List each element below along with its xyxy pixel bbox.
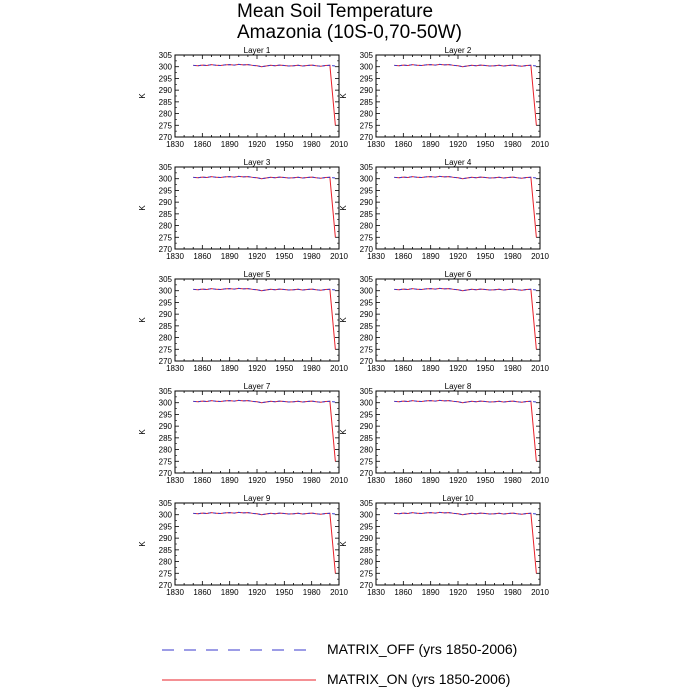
y-tick-label: 300 bbox=[359, 510, 373, 520]
y-tick-label: 285 bbox=[359, 97, 373, 107]
y-tick-label: 290 bbox=[158, 310, 172, 320]
x-tick-label: 2010 bbox=[531, 140, 549, 149]
y-tick-label: 270 bbox=[359, 357, 373, 366]
y-tick-label: 280 bbox=[359, 333, 373, 343]
series-matrix-off bbox=[193, 64, 335, 66]
x-tick-label: 1890 bbox=[220, 252, 239, 261]
panel-title: Layer 10 bbox=[442, 494, 474, 503]
x-tick-label: 1980 bbox=[302, 476, 321, 485]
y-axis-label: K bbox=[138, 93, 147, 99]
y-tick-label: 270 bbox=[359, 581, 373, 590]
x-tick-label: 1920 bbox=[248, 364, 266, 373]
x-tick-label: 1860 bbox=[394, 476, 413, 485]
x-tick-label: 1890 bbox=[421, 140, 440, 149]
x-tick-label: 1860 bbox=[193, 588, 212, 597]
panels bbox=[138, 46, 549, 597]
plot-frame bbox=[175, 55, 339, 137]
x-tick-label: 1980 bbox=[503, 476, 522, 485]
x-tick-label: 1980 bbox=[302, 252, 321, 261]
y-tick-label: 305 bbox=[359, 275, 373, 284]
y-tick-label: 290 bbox=[359, 198, 373, 208]
x-tick-label: 2010 bbox=[330, 588, 348, 597]
x-tick-label: 1980 bbox=[503, 252, 522, 261]
series-matrix-off bbox=[193, 176, 335, 178]
series-matrix-on bbox=[193, 288, 335, 349]
x-tick-label: 2010 bbox=[330, 476, 348, 485]
x-tick-label: 1920 bbox=[449, 140, 467, 149]
x-tick-label: 1830 bbox=[367, 252, 385, 261]
panel-layer-5 bbox=[138, 270, 348, 373]
y-tick-label: 270 bbox=[158, 357, 172, 366]
y-tick-label: 305 bbox=[359, 499, 373, 508]
y-tick-label: 280 bbox=[158, 445, 172, 455]
y-tick-label: 285 bbox=[158, 545, 172, 555]
x-tick-label: 1860 bbox=[193, 252, 212, 261]
series-matrix-on bbox=[394, 512, 536, 573]
panel-title: Layer 5 bbox=[243, 270, 271, 279]
x-tick-label: 2010 bbox=[531, 252, 549, 261]
y-tick-label: 295 bbox=[158, 298, 172, 308]
x-tick-label: 1950 bbox=[476, 140, 495, 149]
plot-frame bbox=[175, 391, 339, 473]
y-tick-label: 285 bbox=[158, 209, 172, 219]
plot-frame bbox=[376, 167, 540, 249]
panel-layer-1 bbox=[138, 46, 348, 149]
x-tick-label: 1830 bbox=[166, 252, 184, 261]
x-tick-label: 1890 bbox=[220, 140, 239, 149]
y-tick-label: 295 bbox=[359, 186, 373, 196]
y-tick-label: 275 bbox=[359, 345, 373, 355]
panel-layer-2 bbox=[339, 46, 549, 149]
y-tick-label: 270 bbox=[158, 245, 172, 254]
x-tick-label: 1980 bbox=[503, 364, 522, 373]
panel-layer-8 bbox=[339, 382, 549, 485]
x-tick-label: 1950 bbox=[275, 140, 294, 149]
series-matrix-off bbox=[394, 176, 536, 178]
panel-title: Layer 8 bbox=[444, 382, 472, 391]
series-matrix-off bbox=[193, 512, 335, 514]
y-tick-label: 275 bbox=[158, 233, 172, 243]
x-tick-label: 1950 bbox=[275, 364, 294, 373]
y-tick-label: 300 bbox=[158, 174, 172, 184]
y-tick-label: 305 bbox=[158, 51, 172, 60]
panel-layer-4 bbox=[339, 158, 549, 261]
figure-subtitle: Amazonia (10S-0,70-50W) bbox=[237, 22, 462, 43]
y-tick-label: 300 bbox=[158, 286, 172, 296]
y-tick-label: 290 bbox=[158, 198, 172, 208]
panel-title: Layer 6 bbox=[444, 270, 472, 279]
y-tick-label: 285 bbox=[359, 209, 373, 219]
plot-frame bbox=[376, 55, 540, 137]
x-tick-label: 1920 bbox=[248, 476, 266, 485]
figure-title: Mean Soil Temperature bbox=[237, 1, 434, 22]
y-axis-label: K bbox=[339, 205, 348, 211]
y-tick-label: 280 bbox=[158, 557, 172, 567]
y-tick-label: 275 bbox=[359, 121, 373, 131]
y-tick-label: 305 bbox=[158, 275, 172, 284]
y-tick-label: 290 bbox=[359, 534, 373, 544]
series-matrix-off bbox=[394, 288, 536, 290]
x-tick-label: 2010 bbox=[330, 364, 348, 373]
plot-frame bbox=[376, 279, 540, 361]
y-axis-label: K bbox=[339, 93, 348, 99]
y-tick-label: 300 bbox=[359, 62, 373, 72]
panel-title: Layer 2 bbox=[444, 46, 472, 55]
x-tick-label: 1860 bbox=[193, 364, 212, 373]
x-tick-label: 1950 bbox=[476, 364, 495, 373]
x-tick-label: 1830 bbox=[166, 140, 184, 149]
y-tick-label: 280 bbox=[359, 221, 373, 231]
x-tick-label: 1920 bbox=[449, 252, 467, 261]
series-matrix-off bbox=[193, 400, 335, 402]
y-tick-label: 305 bbox=[158, 499, 172, 508]
y-tick-label: 270 bbox=[158, 469, 172, 478]
y-tick-label: 280 bbox=[158, 333, 172, 343]
plot-frame bbox=[175, 503, 339, 585]
y-tick-label: 275 bbox=[158, 457, 172, 467]
y-tick-label: 290 bbox=[158, 86, 172, 96]
legend bbox=[162, 641, 517, 687]
x-tick-label: 1980 bbox=[503, 140, 522, 149]
panel-title: Layer 3 bbox=[243, 158, 271, 167]
y-tick-label: 305 bbox=[158, 163, 172, 172]
y-tick-label: 305 bbox=[359, 387, 373, 396]
panel-title: Layer 9 bbox=[243, 494, 271, 503]
plot-frame bbox=[376, 391, 540, 473]
x-tick-label: 1890 bbox=[220, 364, 239, 373]
y-tick-label: 295 bbox=[158, 186, 172, 196]
x-tick-label: 1980 bbox=[503, 588, 522, 597]
panel-layer-6 bbox=[339, 270, 549, 373]
y-tick-label: 275 bbox=[158, 121, 172, 131]
y-tick-label: 275 bbox=[359, 457, 373, 467]
y-tick-label: 275 bbox=[359, 233, 373, 243]
x-tick-label: 1950 bbox=[275, 252, 294, 261]
y-tick-label: 305 bbox=[359, 163, 373, 172]
y-tick-label: 285 bbox=[158, 321, 172, 331]
x-tick-label: 1830 bbox=[367, 588, 385, 597]
x-tick-label: 2010 bbox=[330, 140, 348, 149]
x-tick-label: 1860 bbox=[394, 252, 413, 261]
x-tick-label: 1950 bbox=[476, 476, 495, 485]
x-tick-label: 1980 bbox=[302, 140, 321, 149]
y-tick-label: 285 bbox=[158, 97, 172, 107]
panel-layer-10 bbox=[339, 494, 549, 597]
y-axis-label: K bbox=[138, 205, 147, 211]
panel-title: Layer 7 bbox=[243, 382, 271, 391]
y-tick-label: 280 bbox=[158, 221, 172, 231]
legend-label-matrix-on: MATRIX_ON (yrs 1850-2006) bbox=[327, 671, 511, 687]
x-tick-label: 1890 bbox=[421, 364, 440, 373]
x-tick-label: 2010 bbox=[531, 476, 549, 485]
y-tick-label: 295 bbox=[158, 74, 172, 84]
x-tick-label: 1860 bbox=[193, 476, 212, 485]
x-tick-label: 1890 bbox=[421, 588, 440, 597]
y-axis-label: K bbox=[339, 541, 348, 547]
x-tick-label: 2010 bbox=[330, 252, 348, 261]
y-tick-label: 270 bbox=[359, 245, 373, 254]
y-tick-label: 290 bbox=[359, 86, 373, 96]
y-tick-label: 285 bbox=[359, 321, 373, 331]
x-tick-label: 1830 bbox=[166, 588, 184, 597]
x-tick-label: 1920 bbox=[449, 364, 467, 373]
y-tick-label: 290 bbox=[158, 422, 172, 432]
y-tick-label: 290 bbox=[158, 534, 172, 544]
x-tick-label: 1920 bbox=[449, 476, 467, 485]
y-tick-label: 300 bbox=[158, 398, 172, 408]
y-axis-label: K bbox=[339, 429, 348, 435]
x-tick-label: 1920 bbox=[449, 588, 467, 597]
y-axis-label: K bbox=[138, 317, 147, 323]
x-tick-label: 1860 bbox=[394, 140, 413, 149]
x-tick-label: 1830 bbox=[166, 364, 184, 373]
y-tick-label: 295 bbox=[158, 410, 172, 420]
x-tick-label: 1920 bbox=[248, 588, 266, 597]
y-tick-label: 295 bbox=[359, 74, 373, 84]
y-tick-label: 270 bbox=[359, 469, 373, 478]
panel-title: Layer 1 bbox=[243, 46, 271, 55]
x-tick-label: 1950 bbox=[275, 476, 294, 485]
series-matrix-off bbox=[394, 64, 536, 66]
y-tick-label: 300 bbox=[359, 174, 373, 184]
y-tick-label: 275 bbox=[359, 569, 373, 579]
y-tick-label: 305 bbox=[158, 387, 172, 396]
series-matrix-on bbox=[193, 400, 335, 461]
y-tick-label: 280 bbox=[359, 445, 373, 455]
y-tick-label: 285 bbox=[359, 545, 373, 555]
y-tick-label: 270 bbox=[158, 581, 172, 590]
panel-title: Layer 4 bbox=[444, 158, 472, 167]
panel-layer-9 bbox=[138, 494, 348, 597]
plot-frame bbox=[175, 167, 339, 249]
y-tick-label: 285 bbox=[359, 433, 373, 443]
x-tick-label: 1920 bbox=[248, 252, 266, 261]
x-tick-label: 1950 bbox=[275, 588, 294, 597]
y-tick-label: 275 bbox=[158, 569, 172, 579]
y-tick-label: 295 bbox=[359, 522, 373, 532]
x-tick-label: 1860 bbox=[394, 588, 413, 597]
x-tick-label: 1830 bbox=[367, 364, 385, 373]
series-matrix-on bbox=[394, 176, 536, 237]
plot-frame bbox=[376, 503, 540, 585]
y-axis-label: K bbox=[138, 429, 147, 435]
x-tick-label: 2010 bbox=[531, 364, 549, 373]
series-matrix-on bbox=[394, 400, 536, 461]
y-axis-label: K bbox=[339, 317, 348, 323]
plot-frame bbox=[175, 279, 339, 361]
x-tick-label: 1830 bbox=[166, 476, 184, 485]
series-matrix-off bbox=[193, 288, 335, 290]
x-tick-label: 1980 bbox=[302, 364, 321, 373]
x-tick-label: 1980 bbox=[302, 588, 321, 597]
series-matrix-on bbox=[193, 176, 335, 237]
y-tick-label: 295 bbox=[359, 410, 373, 420]
y-axis-label: K bbox=[138, 541, 147, 547]
x-tick-label: 1890 bbox=[421, 476, 440, 485]
y-tick-label: 280 bbox=[158, 109, 172, 119]
series-matrix-off bbox=[394, 400, 536, 402]
x-tick-label: 1890 bbox=[220, 588, 239, 597]
x-tick-label: 1830 bbox=[367, 476, 385, 485]
series-matrix-on bbox=[193, 64, 335, 125]
x-tick-label: 1830 bbox=[367, 140, 385, 149]
x-tick-label: 1860 bbox=[193, 140, 212, 149]
x-tick-label: 2010 bbox=[531, 588, 549, 597]
series-matrix-on bbox=[394, 64, 536, 125]
y-tick-label: 280 bbox=[359, 557, 373, 567]
x-tick-label: 1920 bbox=[248, 140, 266, 149]
series-matrix-on bbox=[394, 288, 536, 349]
x-tick-label: 1950 bbox=[476, 588, 495, 597]
y-tick-label: 300 bbox=[158, 510, 172, 520]
y-tick-label: 295 bbox=[158, 522, 172, 532]
y-tick-label: 285 bbox=[158, 433, 172, 443]
y-tick-label: 300 bbox=[359, 286, 373, 296]
x-tick-label: 1890 bbox=[220, 476, 239, 485]
series-matrix-on bbox=[193, 512, 335, 573]
y-tick-label: 300 bbox=[359, 398, 373, 408]
y-tick-label: 290 bbox=[359, 422, 373, 432]
x-tick-label: 1890 bbox=[421, 252, 440, 261]
legend-label-matrix-off: MATRIX_OFF (yrs 1850-2006) bbox=[327, 641, 518, 657]
y-tick-label: 305 bbox=[359, 51, 373, 60]
y-tick-label: 270 bbox=[158, 133, 172, 142]
y-tick-label: 280 bbox=[359, 109, 373, 119]
y-tick-label: 290 bbox=[359, 310, 373, 320]
y-tick-label: 300 bbox=[158, 62, 172, 72]
series-matrix-off bbox=[394, 512, 536, 514]
y-tick-label: 275 bbox=[158, 345, 172, 355]
y-tick-label: 270 bbox=[359, 133, 373, 142]
x-tick-label: 1860 bbox=[394, 364, 413, 373]
panel-layer-3 bbox=[138, 158, 348, 261]
panel-layer-7 bbox=[138, 382, 348, 485]
x-tick-label: 1950 bbox=[476, 252, 495, 261]
y-tick-label: 295 bbox=[359, 298, 373, 308]
